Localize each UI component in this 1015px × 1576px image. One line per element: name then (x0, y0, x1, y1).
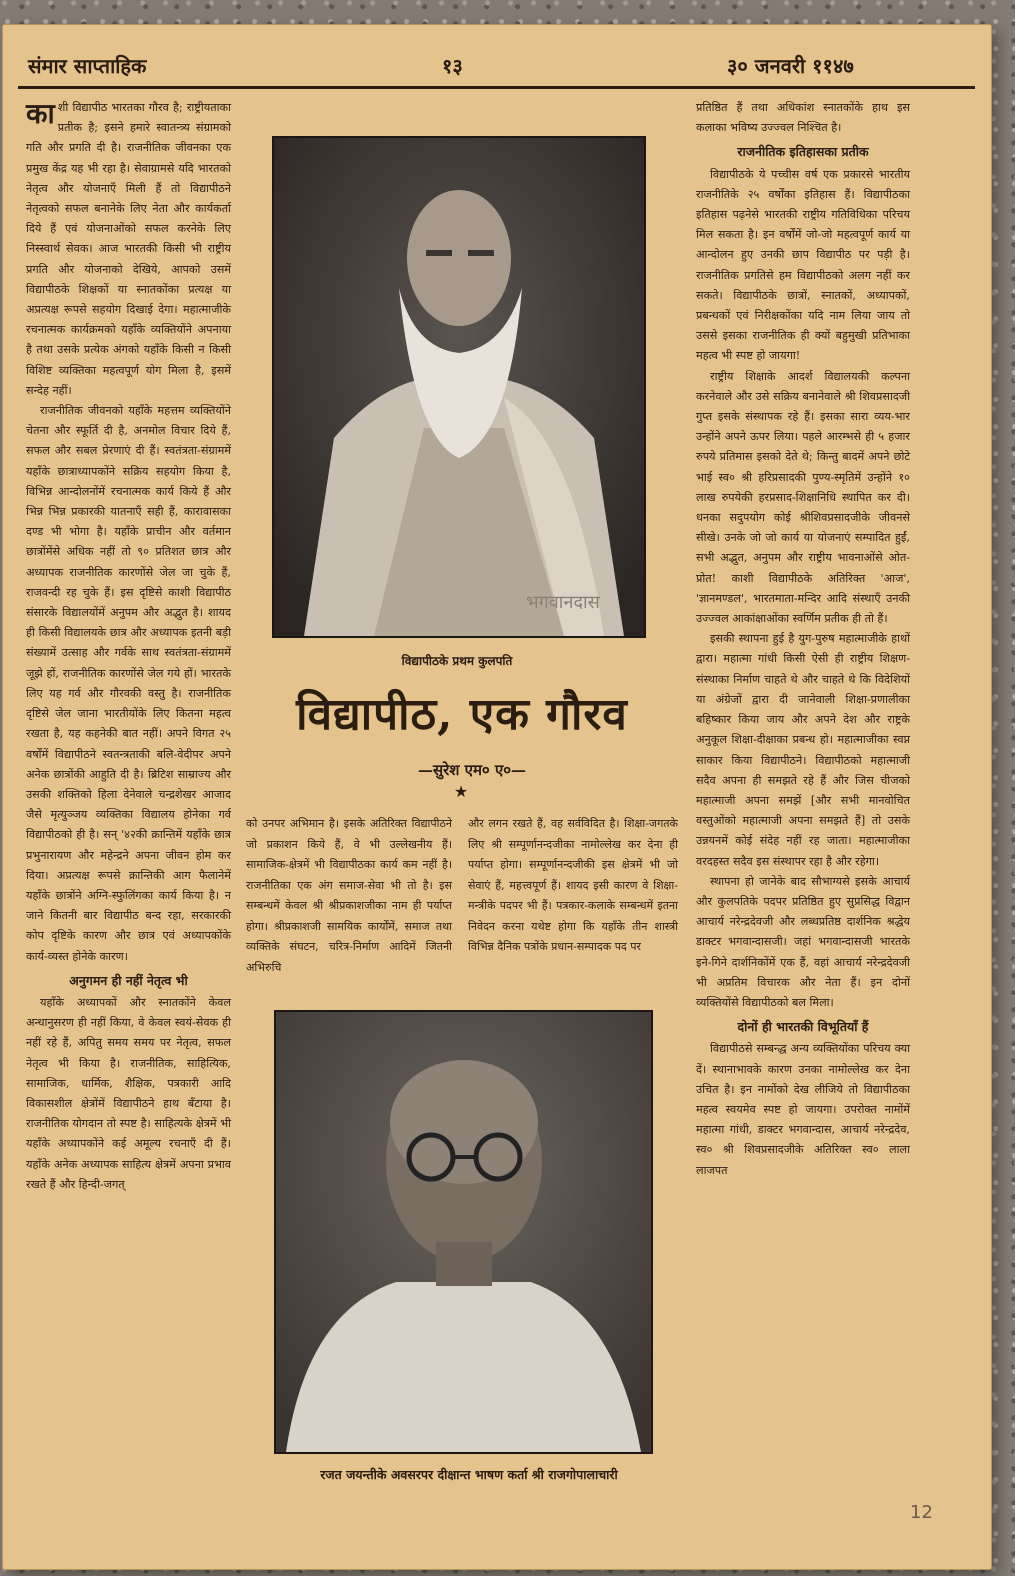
handwritten-folio-number: 12 (910, 1502, 933, 1523)
column-left (26, 98, 231, 1195)
header-rule (18, 86, 975, 89)
drop-cap: का (26, 97, 55, 130)
paragraph: राष्ट्रीय शिक्षाके आदर्श विद्यालयकी कल्पना करनेवाले और उसे सक्रिय बनानेवाले श्री शिवप्रसादजी गुप्त इसके संस्थापक रहे हैं। इसका सारा व्यय-भार उन्होंने अपने ऊपर लिया। पहले आरम्भसे ही ५ हजार रुपये प्रतिमास इसको देते थे; किन्तु बादमें अपने छोटे भाई स्व० श्री हरिप्रसादकी पुण्य-स्मृतिमें उन्होंने १० लाख रुपयेकी हरप्रसाद-शिक्षानिधि स्थापित कर दी। धनका सदुपयोग कोई श्रीशिवप्रसादजीके जीवनसे सीखे। उनके जो जो कार्य या योजनाएं सम्पादित हुईं, सभी अद्भुत, अनुपम और राष्ट्रीय भावनाओंसे ओत-प्रोत! काशी विद्यापीठके अतिरिक्त 'आज', 'ज्ञानमण्डल', भारतमाता-मन्दिर आदि संस्थाएँ उनकी उज्ज्वल आकांक्षाओंका स्वर्णिम प्रतीक ही तो हैं। (696, 369, 910, 626)
column-right (696, 98, 910, 1181)
paragraph: विद्यापीठके ये पच्चीस वर्ष एक प्रकारसे भारतीय राजनीतिके २५ वर्षोंका इतिहास हैं। विद्यापीठका इतिहास पढ़नेसे भारतकी राष्ट्रीय गतिविधिका परिचय मिल सकता है। इन वर्षोंमें जो-जो महत्वपूर्ण कार्य या आन्दोलन हुए उनकी छाप विद्यापीठ पर पड़ी है। राजनीतिक प्रगतिसे हम विद्यापीठको अलग नहीं कर सकते। विद्यापीठके छात्रों, स्नातकों, अध्यापकों, प्रबन्धकों एवं निरीक्षकोंका यदि नाम लिया जाय तो उससे इसका राजनीतिक ही क्यों बहुमुखी प्रतिभाका महत्व भी स्पष्ट हो जायगा! (696, 167, 910, 363)
portrait-photo-bhagwandas (272, 136, 646, 638)
paragraph: यहाँके अध्यापकों और स्नातकोंने केवल अन्धानुसरण ही नहीं किया, वे केवल स्वयं-सेवक ही नहीं रहे हैं, अपितु समय समय पर नेतृत्व, सफल नेतृत्व भी किया है। राजनीतिक, साहित्यिक, सामाजिक, धार्मिक, शैक्षिक, पत्रकारी आदि विकासशील क्षेत्रोंमें विद्यापीठने हाथ बँटाया है। राजनीतिक योगदान तो स्पष्ट है। साहित्यके क्षेत्रमें भी यहाँके अध्यापकोंने कई अमूल्य रचनाएँ दी हैं। यहाँके अनेक अध्यापक साहित्य क्षेत्रमें अपना प्रभाव रखते हैं और हिन्दी-जगत् (26, 995, 231, 1191)
subheading: राजनीतिक इतिहासका प्रतीक (737, 144, 869, 160)
photo2-caption: रजत जयन्तीके अवसरपर दीक्षान्त भाषण कर्ता श्री राजगोपालाचारी (320, 1467, 618, 1482)
newspaper-page (2, 24, 992, 1570)
star-ornament: ★ (453, 782, 469, 801)
subheading: अनुगमन ही नहीं नेतृत्व भी (69, 972, 188, 988)
article-title: विद्यापीठ, एक गौरव (296, 689, 628, 740)
paragraph: इसकी स्थापना हुई है युग-पुरुष महात्माजीके हाथों द्वारा। महात्मा गांधी किसी ऐसी ही राष्ट्रीय शिक्षण-संस्थाका निर्माण चाहते थे और चाहते थे कि विदेशियों या अंग्रेजों द्वारा दी जानेवाली शिक्षा-प्रणालीका बहिष्कार किया जाय और अपने देश और राष्ट्रके अनुकूल शिक्षा-दीक्षाका प्रबन्ध हो। महात्माजीका स्वप्न साकार किया विद्यापीठने। विद्यापीठको महात्माजी सदैव अपना ही समझते रहे हैं और जिस चीजको महात्माजी अपना समझें [और सभी मानवोचित वस्तुओंको महात्माजी अपना समझते हैं] तो उसके उन्नयनमें कोई संदेह नहीं रह जाता। महात्माजीका वरदहस्त सदैव इस संस्थापर रहा है और रहेगा। (696, 632, 910, 868)
signature-text: भगवानदास (526, 592, 600, 613)
paragraph: स्थापना हो जानेके बाद सौभाग्यसे इसके आचार्य और कुलपतिके पदपर प्रतिष्ठित हुए सुप्रसिद्ध विद्वान आचार्य नरेन्द्रदेवजी और लब्धप्रतिष्ठ दार्शनिक श्रद्धेय डाक्टर भगवान्दासजी। जहां भगवान्दासजी भारतके इने-गिने दार्शनिकोंमें एक हैं, वहां आचार्य नरेन्द्रदेवजी भी अप्रतिम विचारक और नेता हैं। इन दोनों व्यक्तियोंसे विद्यापीठको बल मिला। (696, 874, 910, 1009)
page-number: १३ (442, 54, 463, 78)
author-byline: —सुरेश एम० ए०— (417, 761, 527, 779)
portrait-photo-rajagopalachari (274, 1010, 653, 1454)
paragraph: राजनीतिक जीवनको यहाँके महत्तम व्यक्तियोंने चेतना और स्फूर्ति दी है, अनमोल विचार दिये हैं, सफल और सबल प्रेरणाएं दी हैं। स्वतंत्रता-संग्राममें यहाँके छात्राध्यापकोंने सक्रिय सहयोग किया है, विभिन्न आन्दोलनोंमें रचनात्मक कार्य किये हैं और भिन्न भिन्न प्रकारकी यातनाएँ सही हैं, कारावासका दण्ड भी भोगा है। यहाँके प्राचीन और वर्तमान छात्रोंमेंसे अधिक नहीं तो ९० प्रतिशत छात्र और अध्यापक राजनीतिक कारणोंसे जेल जा चुके हैं, राजवन्दी रह चुके हैं। इस दृष्टिसे काशी विद्यापीठ संसारके विद्यालयोंमें अनुपम और अद्भुत है। शायद ही किसी विद्यालयके छात्र और अध्यापक इतनी बड़ी संख्यामें उत्साह और गर्वके साथ स्वतंत्रता-संग्राममें जूझे हों, राजनीतिक कारणोंसे जेल गये हों। भारतके लिए यह गर्व और गौरवकी वस्तु है। राजनीतिक दृष्टिसे जेल जाना भारतीयोंके लिए कितना महत्व रखता है, यह कहनेकी बात नहीं। अपने विगत २५ वर्षोंमें विद्यापीठने स्वतन्त्रताकी बलि-वेदीपर अपने अनेक छात्रोंकी आहुति दी है। ब्रिटिश साम्राज्य और उसकी शक्तिको हिला देनेवाले चन्द्रशेखर आजाद जैसे मृत्युञ्जय व्यक्तिका विद्यालय होनेका गर्व विद्यापीठको ही है। सन् '४२की क्रान्तिमें यहाँके छात्र प्रभुनारायण और महेन्द्रने अपना जीवन होम कर दिया। अप्रत्यक्ष रूपसे क्रान्तिकी आग फैलानेमें यहाँके छात्रोंने अग्नि-स्फुलिंगका कार्य किया है। न जाने कितनी बार विद्यापीठ बन्द रहा, सरकारकी कोप दृष्टिके कारण और छात्र एवं अध्यापकोंके कार्य-व्यस्त होनेके कारण। (26, 404, 231, 963)
column-middle-left: को उनपर अभिमान है। इसके अतिरिक्त विद्यापीठने जो प्रकाशन किये हैं, वे भी उल्लेखनीय हैं। सामाजिक-क्षेत्रमें भी विद्यापीठका कार्य कम नहीं है। राजनीतिका एक अंग समाज-सेवा भी तो है। इस सम्बन्धमें केवल श्री श्रीप्रकाशजीका नाम ही पर्याप्त होगा। श्रीप्रकाशजी सामयिक कार्योंमें, समाज तथा व्यक्तिके संघटन, चरित्र-निर्माण आदिमें जितनी अभिरुचि (246, 817, 452, 974)
issue-date: ३० जनवरी ११४७ (727, 54, 854, 78)
paragraph: शी विद्यापीठ भारतका गौरव है; राष्ट्रीयताका प्रतीक है; इसने हमारे स्वातन्त्र्य संग्रामको गति और प्रगति दी है। राजनीतिक जीवनका एक प्रमुख केंद्र यह भी रहा है। सेवाग्रामसे यदि भारतको नेतृत्व और योजनाएँ मिली हैं तो विद्यापीठने नेतृत्वको सफल बनानेके लिए नेता और कार्यकर्ता दिये हैं एवं योजनाओंको सफल करनेके लिए निस्स्वार्थ सेवक। आज भारतकी किसी भी राष्ट्रीय प्रगति और योजनाको देखिये, आपको उसमें विद्यापीठके शिक्षकों या स्नातकोंका प्रत्यक्ष या अप्रत्यक्ष रूपसे सहयोग दिखाई देगा। महात्माजीके रचनात्मक कार्यक्रमको यहाँके व्यक्तियोंने अपनाया है तथा उसके प्रत्येक अंगको यहाँके किसी न किसी विशिष्ट व्यक्तिका महत्वपूर्ण योग मिला है, इसमें सन्देह नहीं। (26, 101, 231, 397)
paragraph: विद्यापीठसे सम्बन्द्ध अन्य व्यक्तियोंका परिचय क्या दें। स्थानाभावके कारण उनका नामोल्लेख कर देना उचित है। इन नामोंको देख लीजिये तो विद्यापीठका महत्व स्वयमेव स्पष्ट हो जायगा। उपरोक्त नामोंमें महात्मा गांधी, डाक्टर भगवान्दास, आचार्य नरेन्द्रदेव, स्व० श्री शिवप्रसादजीके अतिरिक्त स्व० लाला लाजपत (696, 1042, 910, 1177)
subheading: दोनों ही भारतकी विभूतियाँ हैं (737, 1019, 869, 1035)
photo1-caption: विद्यापीठके प्रथम कुलपति (401, 654, 513, 668)
column-middle-right: और लगन रखते हैं, वह सर्वविदित है। शिक्षा-जगतके लिए श्री सम्पूर्णानन्दजीका नामोल्लेख कर देना ही पर्याप्त होगा। सम्पूर्णानन्दजीकी इस क्षेत्रमें भी जो सेवाएं हैं, महत्त्वपूर्ण हैं। शायद इसी कारण वे शिक्षा-मन्त्रीके पदपर भी हैं। पत्रकार-कलाके सम्बन्धमें इतना निवेदन करना यथेष्ट होगा कि यहाँके तीन शास्त्री विभिन्न दैनिक पत्रोंके प्रधान-सम्पादक पद पर (468, 817, 678, 953)
paragraph: प्रतिष्ठित हैं तथा अधिकांश स्नातकोंके हाथ इस कलाका भविष्य उज्ज्वल निश्चित है। (696, 101, 910, 135)
portrait-image (276, 1012, 651, 1452)
publication-name: संमार साप्ताहिक (28, 54, 147, 78)
portrait-image (274, 138, 644, 636)
